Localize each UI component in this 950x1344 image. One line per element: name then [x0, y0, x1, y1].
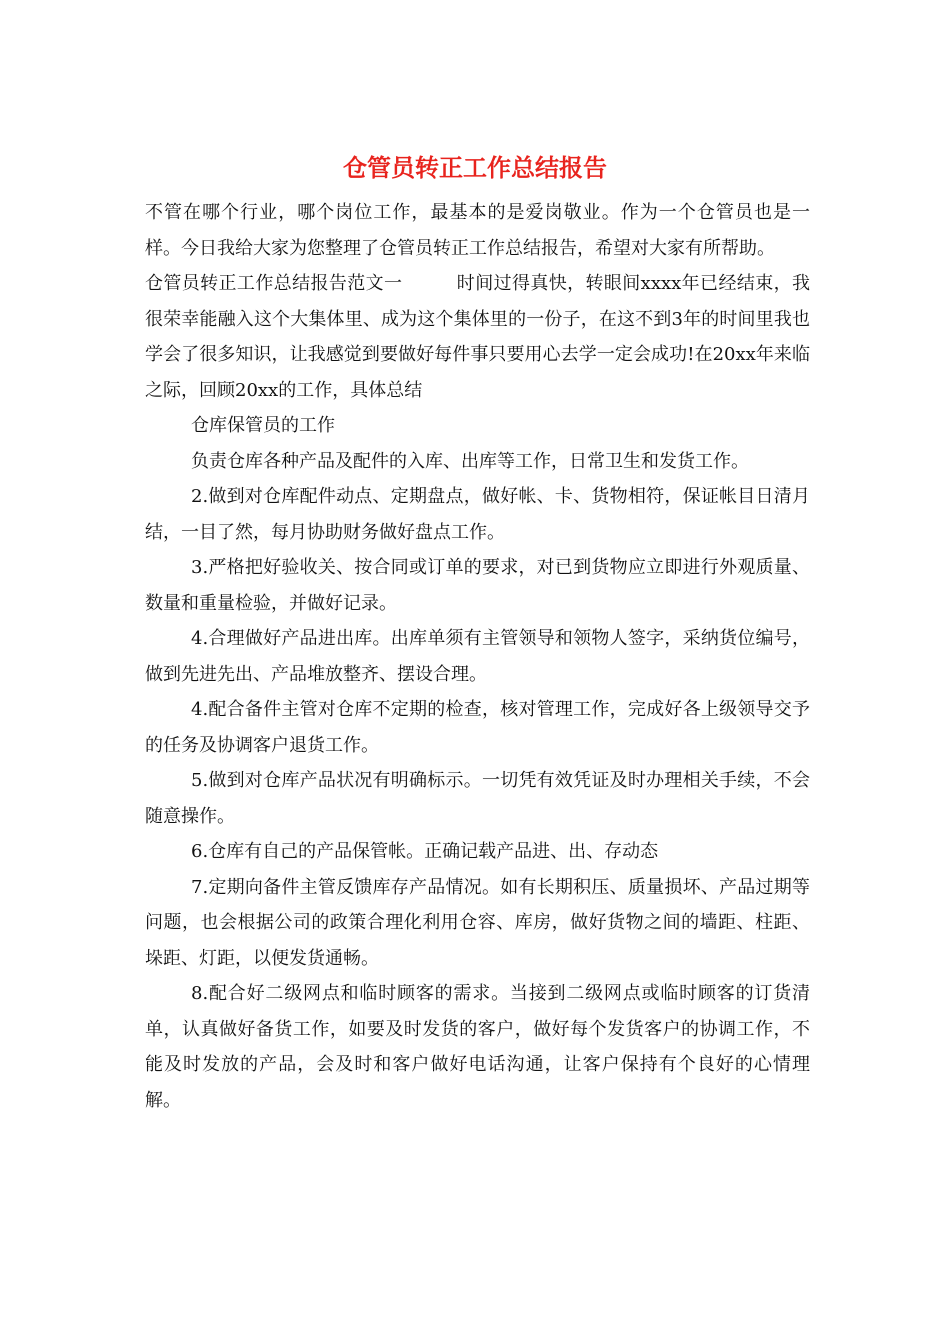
body-paragraph: 3.严格把好验收关、按合同或订单的要求，对已到货物应立即进行外观质量、数量和重量检验，并做好记录。	[145, 557, 810, 614]
document-body	[145, 195, 810, 1118]
document-title: 仓管员转正工作总结报告	[343, 153, 607, 182]
body-paragraph: 仓库保管员的工作	[191, 415, 335, 436]
intro-paragraph: 不管在哪个行业，哪个岗位工作，最基本的是爱岗敬业。作为一个仓管员也是一样。今日我给大家为您整理了仓管员转正工作总结报告，希望对大家有所帮助。	[145, 202, 810, 259]
body-paragraph: 5.做到对仓库产品状况有明确标示。一切凭有效凭证及时办理相关手续，不会随意操作。	[145, 770, 810, 827]
body-paragraph: 2.做到对仓库配件动点、定期盘点，做好帐、卡、货物相符，保证帐目日清月结，一目了然，每月协助财务做好盘点工作。	[145, 486, 810, 543]
body-paragraph: 4.配合备件主管对仓库不定期的检查，核对管理工作，完成好各上级领导交予的任务及协调客户退货工作。	[145, 699, 810, 756]
body-paragraph: 7.定期向备件主管反馈库存产品情况。如有长期积压、质量损坏、产品过期等问题，也会根据公司的政策合理化利用仓容、库房，做好货物之间的墙距、柱距、垛距、灯距，以便发货通畅。	[145, 876, 810, 969]
section-first-paragraph	[145, 266, 810, 408]
section-heading: 仓管员转正工作总结报告范文一	[145, 273, 403, 294]
body-paragraph: 负责仓库各种产品及配件的入库、出库等工作，日常卫生和发货工作。	[191, 450, 749, 472]
body-paragraph: 6.仓库有自己的产品保管帐。正确记载产品进、出、存动态	[191, 841, 659, 862]
body-paragraph: 8.配合好二级网点和临时顾客的需求。当接到二级网点或临时顾客的订货清单，认真做好备货工作，如要及时发货的客户，做好每个发货客户的协调工作，不能及时发放的产品，会及时和客户做好电话沟通，让客户保持有个良好的心情理解。	[145, 983, 810, 1111]
body-paragraph: 4.合理做好产品进出库。出库单须有主管领导和领物人签字，采纳货位编号，做到先进先出、产品堆放整齐、摆设合理。	[145, 628, 810, 685]
section-intro-text: 时间过得真快，转眼间xxxx年已经结束，我很荣幸能融入这个大集体里、成为这个集体里的一份子，在这不到3年的时间里我也学会了很多知识，让我感觉到要做好每件事只要用心去学一定会成功!在20xx年来临之际，回顾20xx的工作，具体总结	[145, 273, 810, 401]
